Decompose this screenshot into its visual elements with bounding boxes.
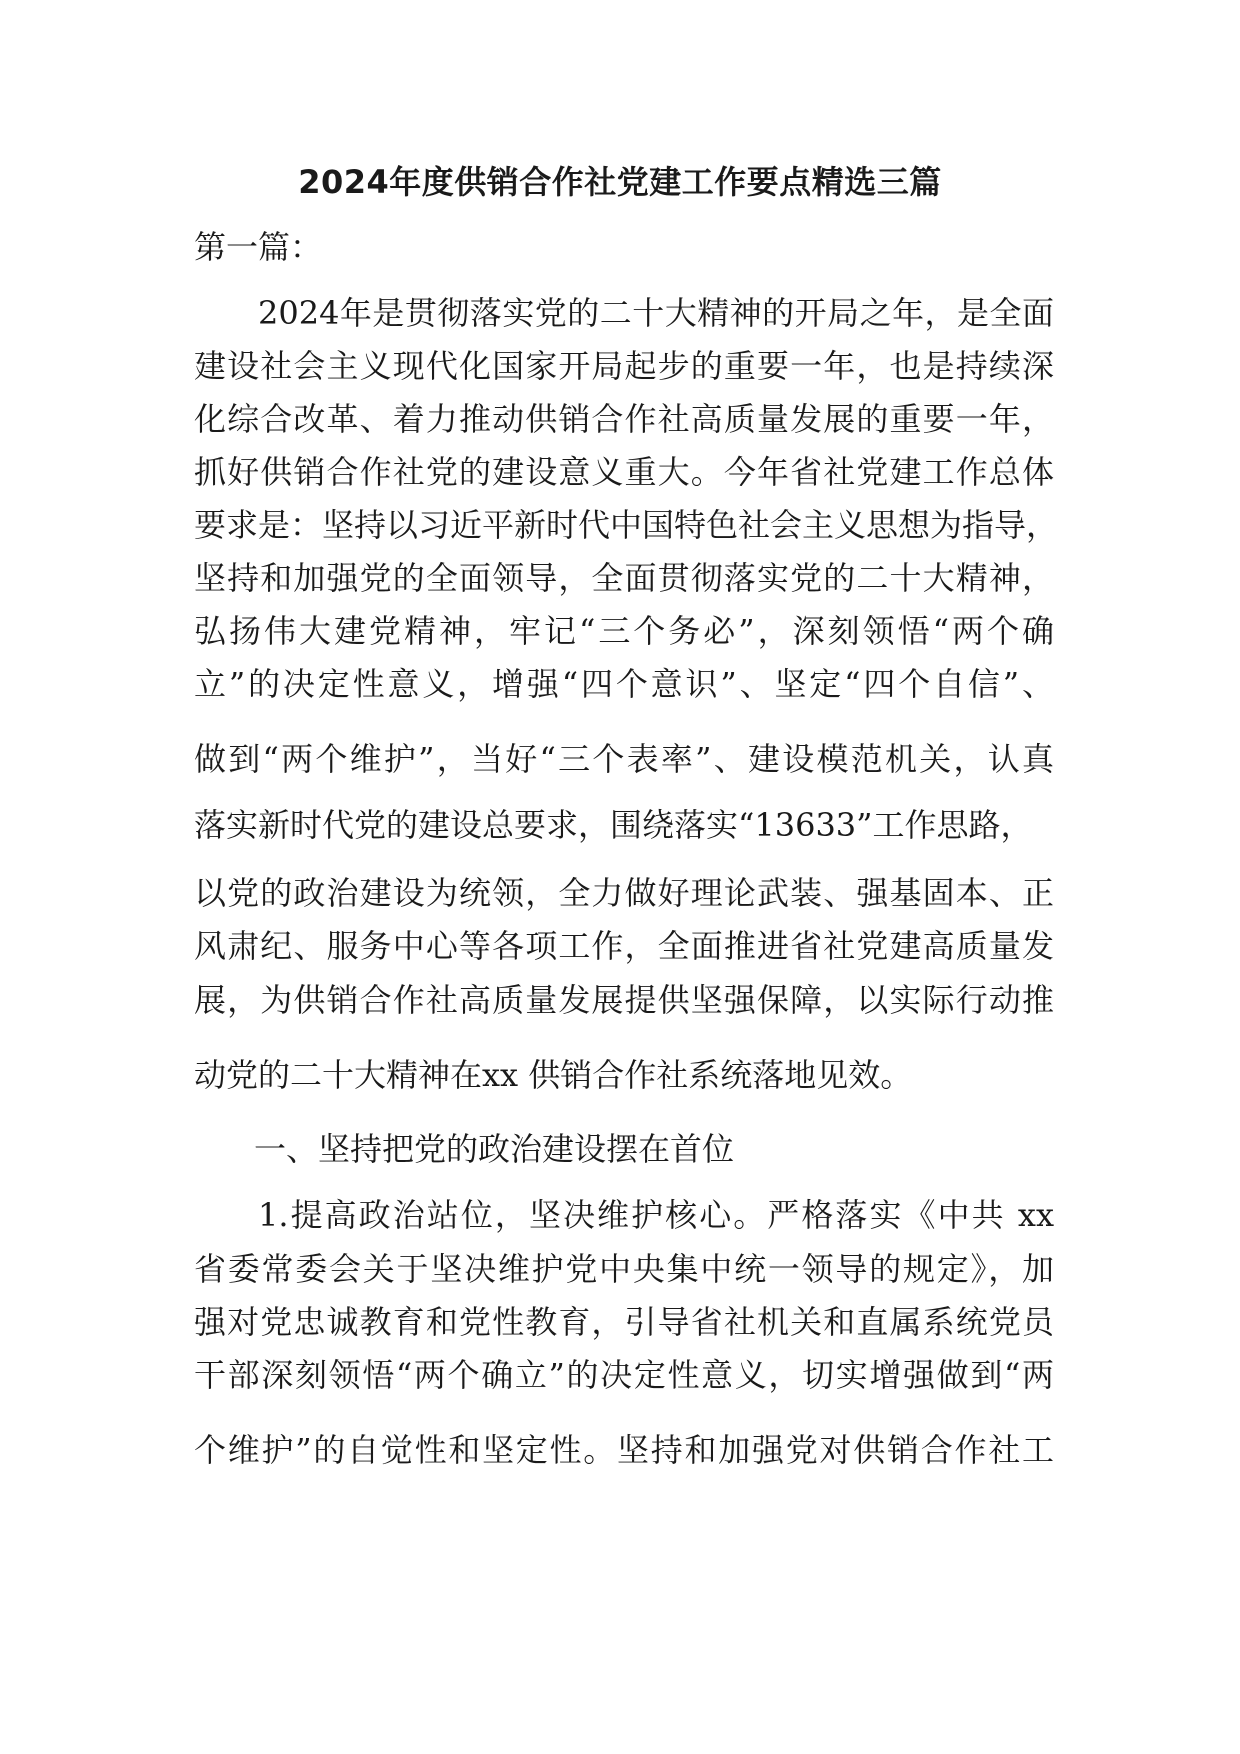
paragraph-line: 建设社会主义现代化国家开局起步的重要一年，也是持续深 xyxy=(194,347,1054,385)
paragraph-line: 立”的决定性意义，增强“四个意识”、坚定“四个自信”、 xyxy=(194,665,1054,703)
paragraph-line: 弘扬伟大建党精神，牢记“三个务必”，深刻领悟“两个确 xyxy=(194,612,1054,650)
paragraph-line: 动党的二十大精神在xx 供销合作社系统落地见效。 xyxy=(194,1056,913,1094)
paragraph-line: 落实新时代党的建设总要求，围绕落实“13633”工作思路， xyxy=(194,806,1033,844)
paragraph-line: 要求是：坚持以习近平新时代中国特色社会主义思想为指导， xyxy=(194,506,1059,544)
document-title: 2024年度供销合作社党建工作要点精选三篇 xyxy=(298,163,942,201)
paragraph-line: 展，为供销合作社高质量发展提供坚强保障，以实际行动推 xyxy=(194,981,1054,1019)
paragraph-line: 抓好供销合作社党的建设意义重大。今年省社党建工作总体 xyxy=(194,453,1054,491)
paragraph-line: 个维护”的自觉性和坚定性。坚持和加强党对供销合作社工 xyxy=(194,1431,1054,1469)
paragraph-line: 以党的政治建设为统领，全力做好理论武装、强基固本、正 xyxy=(194,874,1054,912)
paragraph-line: 干部深刻领悟“两个确立”的决定性意义，切实增强做到“两 xyxy=(194,1356,1054,1394)
paragraph-line: 省委常委会关于坚决维护党中央集中统一领导的规定》，加 xyxy=(194,1250,1054,1288)
paragraph-line: 坚持和加强党的全面领导，全面贯彻落实党的二十大精神， xyxy=(194,559,1054,597)
paragraph-line: 2024年是贯彻落实党的二十大精神的开局之年，是全面 xyxy=(258,294,1054,332)
paragraph-line: 化综合改革、着力推动供销合作社高质量发展的重要一年， xyxy=(194,400,1054,438)
paragraph-line: 风肃纪、服务中心等各项工作，全面推进省社党建高质量发 xyxy=(194,927,1054,965)
paragraph-line: 1.提高政治站位，坚决维护核心。严格落实《中共 xx xyxy=(258,1196,1054,1234)
paragraph-line: 做到“两个维护”，当好“三个表率”、建设模范机关，认真 xyxy=(194,740,1054,778)
section-heading: 一、坚持把党的政治建设摆在首位 xyxy=(254,1130,735,1168)
paragraph-line: 强对党忠诚教育和党性教育，引导省社机关和直属系统党员 xyxy=(194,1303,1054,1341)
section-label: 第一篇： xyxy=(194,228,323,266)
